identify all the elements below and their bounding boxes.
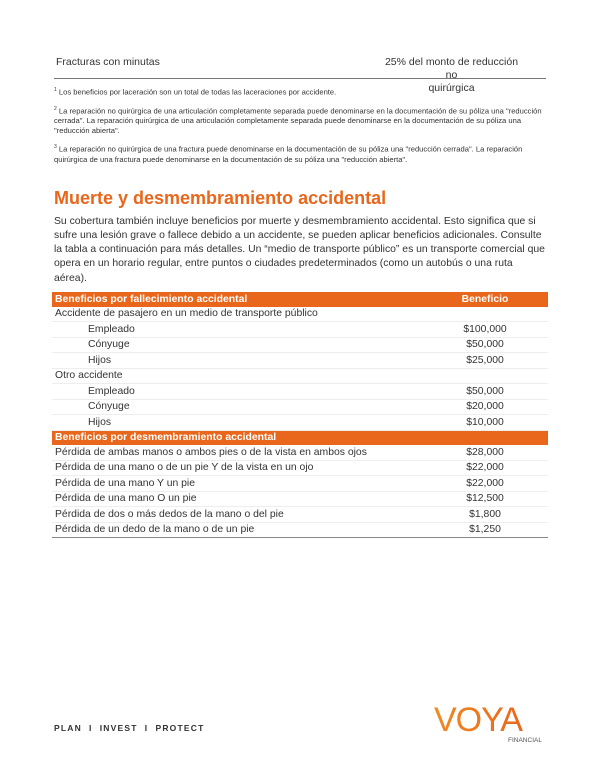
benefits-table (52, 292, 548, 538)
row-value: $50,000 (422, 384, 548, 400)
footnote-3 (54, 142, 546, 165)
row-label: Empleado (52, 384, 422, 400)
table-row (52, 476, 548, 492)
section-title: Muerte y desmembramiento accidental (54, 187, 387, 208)
row-label: Cónyuge (52, 399, 422, 415)
table-row (52, 415, 548, 431)
footnote-mark: 3 (54, 144, 57, 151)
table-row (52, 460, 548, 476)
row-value: $1,800 (422, 507, 548, 523)
header-dismemberment: Beneficios por desmembramiento accidental (52, 430, 548, 445)
row-label: Pérdida de ambas manos o ambos pies o de la vista en ambos ojos (52, 445, 422, 460)
row-label: Pérdida de una mano O un pie (52, 491, 422, 507)
voya-logo (432, 700, 552, 745)
header-death: Beneficios por fallecimiento accidental (52, 292, 422, 307)
footnote-text: Los beneficios por laceración son un total de todas las laceraciones por accidente. (58, 87, 337, 97)
table-row (52, 491, 548, 507)
group-row (52, 307, 548, 322)
row-label: Cónyuge (52, 337, 422, 353)
row-label: Fracturas con minutas (56, 56, 160, 68)
row-value: $1,250 (422, 522, 548, 538)
row-label: Pérdida de una mano Y un pie (52, 476, 422, 492)
footnote-mark: 1 (54, 87, 57, 93)
row-value: $50,000 (422, 337, 548, 353)
row-label: Pérdida de una mano o de un pie Y de la vista en un ojo (52, 460, 422, 476)
row-value: $28,000 (422, 445, 548, 460)
row-value: $100,000 (422, 322, 548, 338)
logo-sub: FINANCIAL (508, 737, 542, 744)
logo-word: VOYA (434, 701, 522, 739)
row-value: $22,000 (422, 476, 548, 492)
row-label: Hijos (52, 415, 422, 431)
footnote-2 (54, 104, 546, 137)
row-value: $22,000 (422, 460, 548, 476)
table-row (52, 337, 548, 353)
row-value: $25,000 (422, 353, 548, 369)
table-row (52, 507, 548, 523)
table-header (52, 292, 548, 307)
group-label: Accidente de pasajero en un medio de transporte público (52, 307, 422, 322)
section-intro: Su cobertura también incluye beneficios por muerte y desmembramiento accidental. Esto significa que si sufre una lesión grave o fallece debido a un accidente, se pueden aplicar beneficios adicionales. Consulte la tabla a continuación para más detalles. Un “medio de transporte público” es un transporte comercial que opera en un horario regular, entre puntos o ciudades predeterminados (como un autobús o una ruta aérea). (54, 215, 545, 284)
row-value: $10,000 (422, 415, 548, 431)
table-row (52, 522, 548, 538)
table-row (52, 353, 548, 369)
header-benefit: Beneficio (422, 292, 548, 307)
row-value (379, 56, 524, 95)
content-column (52, 54, 548, 538)
dismemberment-header (52, 430, 548, 445)
row-value: $20,000 (422, 399, 548, 415)
row-label: Empleado (52, 322, 422, 338)
group-label: Otro accidente (52, 368, 422, 384)
footnote-text: La reparación no quirúrgica de una fractura puede denominarse en la documentación de su póliza una "reducción cerrada". La reparación quirúrgica de una fractura puede denominarse en la documentación de su póliza una "reducción abierta". (54, 144, 523, 164)
table-row (52, 322, 548, 338)
row-label: Pérdida de dos o más dedos de la mano o del pie (52, 507, 422, 523)
tagline: PLAN I INVEST I PROTECT (54, 723, 205, 733)
table-row (52, 445, 548, 460)
row-value: $12,500 (422, 491, 548, 507)
group-row (52, 368, 548, 384)
row-value-line2: quirúrgica (428, 82, 475, 94)
table-row (52, 399, 548, 415)
row-label: Pérdida de un dedo de la mano o de un pie (52, 522, 422, 538)
footnote-text: La reparación no quirúrgica de una articulación completamente separada puede denominarse en la documentación de su póliza una "reducción cerrada". La reparación quirúrgica de una articulación completamente separada puede denominarse en la documentación de su póliza una "reducción abierta". (54, 106, 542, 136)
footnote-mark: 2 (54, 105, 57, 112)
row-label: Hijos (52, 353, 422, 369)
row-value-line1: 25% del monto de reducción no (384, 56, 519, 81)
table-row (52, 384, 548, 400)
